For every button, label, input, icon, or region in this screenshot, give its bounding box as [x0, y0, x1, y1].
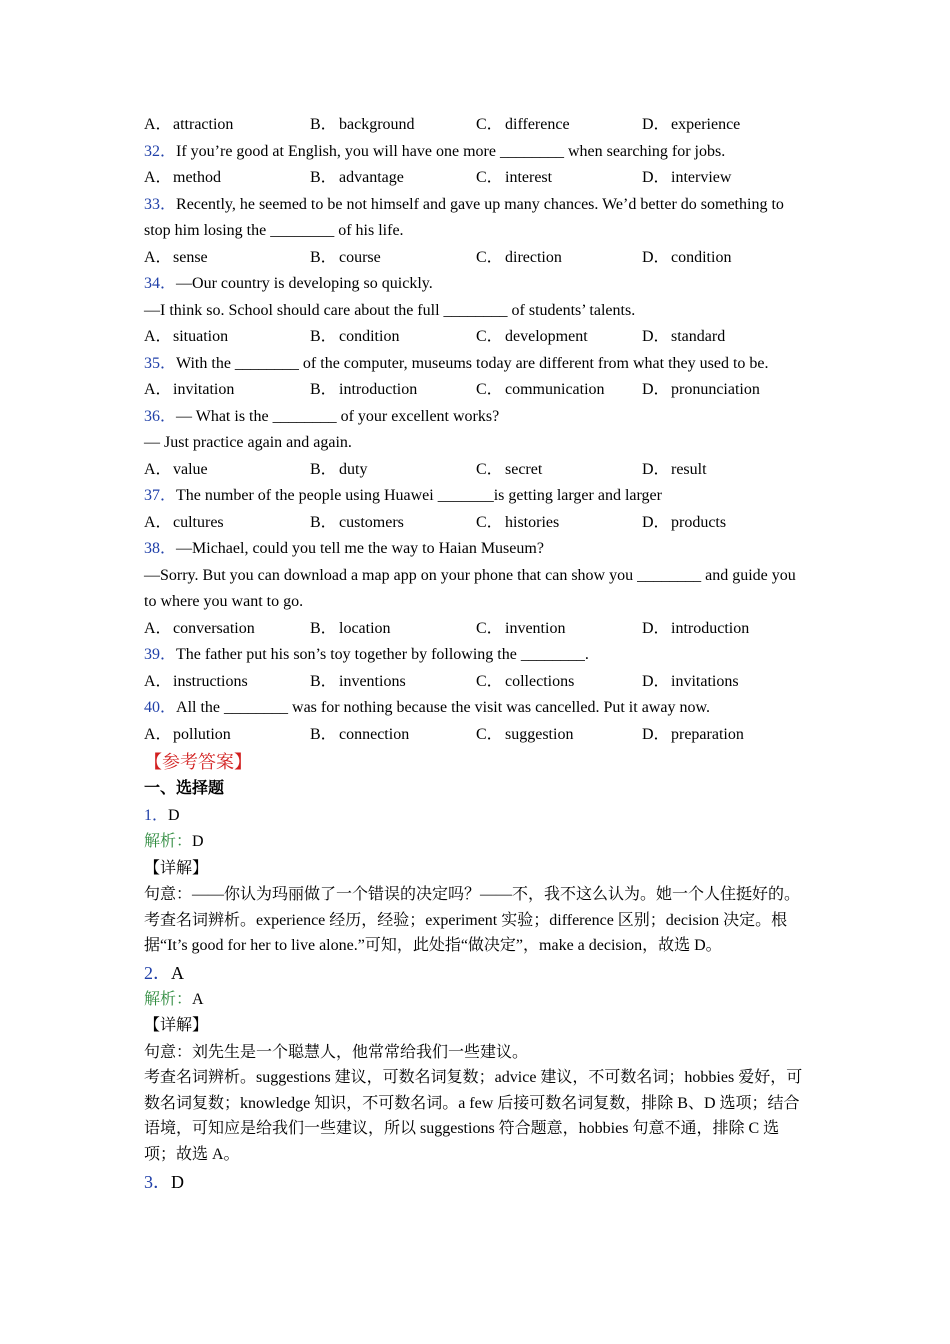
option-d: D．interview	[642, 169, 732, 186]
detail-paragraph: 句意：——你认为玛丽做了一个错误的决定吗？——不，我不这么认为。她一个人住挺好的。	[144, 886, 801, 903]
question-36: 36．— What is the ________ of your excellent works?	[144, 407, 500, 425]
option-d: D．preparation	[642, 725, 744, 743]
option-c: C． secret	[476, 460, 543, 478]
detail-paragraph: 考查名词辨析。suggestions 建议，可数名词复数；advice 建议，不可数名词；hobbies 爱好，可数名词复数；knowledge 知识，不可数名词。a few 后接可数名词复数，排除 B、D 选项；结合语境，可知应是给我们一些建议，所以 suggestions 符合题意，hobbies 句意不通，排除 C 选项；故选 A。	[144, 1069, 803, 1163]
option-a: A．sense	[144, 248, 208, 266]
option-c: C． communication	[476, 381, 605, 398]
option-a: A．invitation	[144, 381, 235, 398]
question-32: 32．If you’re good at English, you will have one more ________ when searching for jobs.	[144, 142, 726, 160]
option-a: A．method	[144, 169, 221, 186]
options-row-31	[144, 112, 809, 139]
option-b: B． course	[310, 248, 381, 266]
answer-header: 【参考答案】	[144, 752, 252, 772]
document-page	[144, 112, 809, 1197]
option-d: D．standard	[642, 328, 726, 345]
option-c: C． development	[476, 328, 588, 345]
question-38-line-2: —Sorry. But you can download a map app on your phone that can show you ________ and guide you to where you want to go.	[144, 566, 796, 610]
option-b: B． background	[310, 116, 415, 133]
detail-paragraph: 句意：刘先生是一个聪慧人，他常常给我们一些建议。	[144, 1043, 529, 1061]
option-a: A．cultures	[144, 513, 224, 531]
option-c: C． suggestion	[476, 725, 574, 743]
options-row-36	[144, 457, 809, 484]
options-row-34	[144, 324, 809, 351]
options-row-32	[144, 165, 809, 192]
question-38: 38．—Michael, could you tell me the way to Haian Museum?	[144, 540, 544, 557]
question-36-line-2: — Just practice again and again.	[144, 434, 352, 451]
option-d: D．result	[642, 460, 707, 478]
option-a: A．value	[144, 460, 208, 478]
question-34-line-2: —I think so. School should care about the full ________ of students’ talents.	[144, 301, 636, 319]
question-33: 33．Recently, he seemed to be not himself and gave up many chances. We’d better do something to stop him losing the ________ of his life.	[144, 195, 784, 239]
question-39: 39．The father put his son’s toy together by following the ________.	[144, 646, 589, 663]
analysis-1: 解析：D	[144, 833, 204, 850]
question-35: 35．With the ________ of the computer, museums today are different from what they used to be.	[144, 354, 769, 372]
question-40: 40．All the ________ was for nothing because the visit was cancelled. Put it away now.	[144, 699, 710, 716]
option-c: C． histories	[476, 513, 560, 531]
option-d: D．condition	[642, 248, 732, 266]
option-c: C． difference	[476, 116, 570, 133]
option-b: B． location	[310, 619, 391, 637]
option-b: B． introduction	[310, 381, 418, 398]
option-a: A．attraction	[144, 116, 234, 133]
detail-label-2: 【详解】	[144, 1017, 209, 1034]
answer-2: 2．A	[144, 962, 184, 983]
options-row-38	[144, 616, 809, 643]
option-b: B． inventions	[310, 672, 406, 690]
option-b: B． duty	[310, 460, 368, 478]
detail-paragraph: 考查名词辨析。experience 经历，经验；experiment 实验；difference 区别；decision 决定。根据“It’s good for her to live alone.”可知，此处指“做决定”，make a decision，故选 D。	[144, 911, 788, 954]
option-b: B． customers	[310, 513, 404, 531]
option-d: D．pronunciation	[642, 381, 760, 398]
section-title: 一、选择题	[144, 780, 225, 797]
option-d: D．experience	[642, 116, 741, 133]
options-row-37	[144, 510, 809, 537]
options-row-35	[144, 377, 809, 404]
options-row-33	[144, 245, 809, 272]
option-a: A．conversation	[144, 619, 255, 637]
options-row-40	[144, 722, 809, 749]
option-c: C． interest	[476, 169, 553, 186]
question-34: 34．—Our country is developing so quickly.	[144, 275, 433, 292]
option-d: D．invitations	[642, 672, 739, 690]
answer-3: 3．D	[144, 1172, 184, 1192]
question-37: 37．The number of the people using Huawei _______is getting larger and larger	[144, 487, 662, 504]
option-d: D．products	[642, 513, 727, 531]
option-d: D．introduction	[642, 619, 750, 637]
options-row-39	[144, 669, 809, 696]
option-a: A．instructions	[144, 672, 248, 690]
option-b: B． advantage	[310, 169, 404, 186]
answer-1: 1．D	[144, 806, 180, 824]
analysis-2: 解析：A	[144, 990, 204, 1008]
option-c: C． direction	[476, 248, 562, 266]
option-c: C． collections	[476, 672, 575, 690]
option-b: B． connection	[310, 725, 410, 743]
option-c: C． invention	[476, 619, 566, 637]
option-b: B． condition	[310, 328, 400, 345]
detail-label-1: 【详解】	[144, 859, 209, 877]
option-a: A．situation	[144, 328, 229, 345]
option-a: A．pollution	[144, 725, 231, 743]
